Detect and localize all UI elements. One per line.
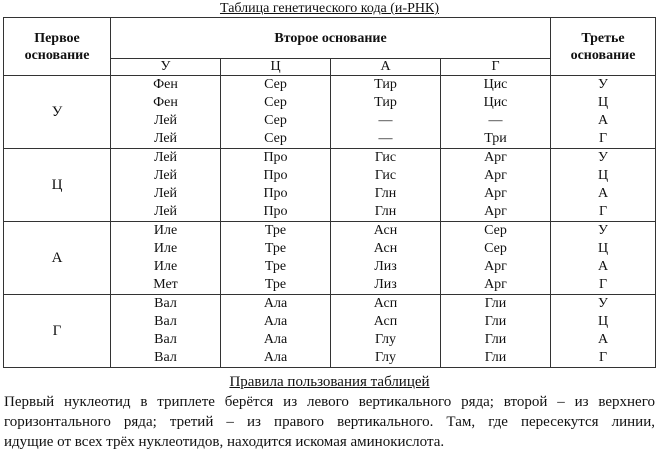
amino-acid: Лей [153,113,178,128]
amino-acid: — [378,131,393,146]
amino-acid: Тре [264,259,287,274]
amino-acid: Про [263,186,288,201]
second-base-c: Ц [221,59,331,76]
amino-acid: Сер [264,95,287,110]
amino-acid: Про [263,168,288,183]
amino-acid: Асн [373,223,398,238]
third-base: Ц [597,95,609,110]
amino-acid: Гли [484,332,507,347]
amino-acid: Лиз [374,259,397,274]
third-base-cell [551,149,656,222]
amino-acid: Вал [154,332,177,347]
amino-acid: Вал [154,296,177,311]
amino-acid-cell [331,76,441,149]
amino-acid: Иле [153,241,178,256]
amino-acid: Гис [374,168,397,183]
amino-acid: Арг [484,168,507,183]
rules-title: Правила пользования таблицей [229,374,430,390]
amino-acid-cell [221,76,331,149]
amino-acid: Тре [264,223,287,238]
amino-acid-cell [111,149,221,222]
amino-acid: Сер [484,223,507,238]
first-base-cell: Г [4,295,111,368]
amino-acid: Глн [374,204,397,219]
amino-acid: Вал [154,314,177,329]
third-base-cell [551,76,656,149]
amino-acid: Арг [484,259,507,274]
amino-acid: Лей [153,131,178,146]
amino-acid: Арг [484,186,507,201]
amino-acid: Про [263,204,288,219]
amino-acid: Арг [484,150,507,165]
third-base: Г [598,350,608,365]
amino-acid: Глн [374,186,397,201]
amino-acid: Сер [264,113,287,128]
amino-acid: Асп [373,296,398,311]
amino-acid: Иле [153,223,178,238]
amino-acid-cell [221,222,331,295]
amino-acid: Гис [374,150,397,165]
second-base-u: У [111,59,221,76]
header-row [4,18,656,59]
amino-acid-cell [331,149,441,222]
amino-acid-cell [111,222,221,295]
amino-acid: Лей [153,150,178,165]
third-base: Г [598,204,608,219]
amino-acid: Фен [153,95,178,110]
amino-acid: — [488,113,503,128]
third-base-cell [551,222,656,295]
table-title: Таблица генетического кода (и-РНК) [219,1,439,16]
amino-acid: Сер [484,241,507,256]
amino-acid: Цис [483,77,508,92]
codon-groups [4,76,656,368]
amino-acid-cell [111,76,221,149]
third-base: Г [598,131,608,146]
amino-acid-cell [441,295,551,368]
amino-acid: Ала [263,296,288,311]
amino-acid: Арг [484,277,507,292]
second-base-g: Г [441,59,551,76]
group-row [4,76,656,149]
amino-acid: Лей [153,204,178,219]
amino-acid: Глу [374,350,397,365]
amino-acid: Ала [263,332,288,347]
amino-acid: Глу [374,332,397,347]
amino-acid: Ала [263,350,288,365]
amino-acid: Тре [264,241,287,256]
rules-line-1: Первый нуклеотид в триплете берётся из левого вертикального ряда; второй – из верхнего [4,394,655,410]
amino-acid: — [378,113,393,128]
amino-acid: Цис [483,95,508,110]
rules-line-3: идущие от всех трёх нуклеотидов, находится искомая аминокислота. [4,434,445,450]
amino-acid: Лей [153,168,178,183]
third-base: У [598,77,608,92]
first-base-cell: Ц [4,149,111,222]
amino-acid: Сер [264,77,287,92]
amino-acid-cell [441,222,551,295]
amino-acid: Ала [263,314,288,329]
rules-text [4,392,655,452]
amino-acid: Лиз [374,277,397,292]
third-base-cell [551,295,656,368]
third-base: А [597,186,609,201]
amino-acid-cell [331,295,441,368]
amino-acid: Три [484,131,507,146]
group-row [4,149,656,222]
amino-acid-cell [221,149,331,222]
first-base-cell: А [4,222,111,295]
amino-acid: Сер [264,131,287,146]
group-row [4,295,656,368]
amino-acid: Про [263,150,288,165]
genetic-code-table [3,17,656,368]
third-base: У [598,296,608,311]
third-base: Г [598,277,608,292]
amino-acid-cell [441,149,551,222]
amino-acid-cell [331,222,441,295]
amino-acid: Гли [484,314,507,329]
second-base-header: Второе основание [111,18,551,59]
first-base-header: Первое основание [4,18,111,76]
group-row [4,222,656,295]
amino-acid: Гли [484,350,507,365]
amino-acid: Тир [374,95,397,110]
third-base: А [597,332,609,347]
amino-acid: Тре [264,277,287,292]
amino-acid-cell [221,295,331,368]
first-base-cell: У [4,76,111,149]
amino-acid: Асп [373,314,398,329]
third-base: Ц [597,241,609,256]
amino-acid: Тир [374,77,397,92]
third-base: У [598,223,608,238]
amino-acid: Иле [153,259,178,274]
second-base-a: А [331,59,441,76]
amino-acid-cell [111,295,221,368]
rules-line-2: горизонтального ряда; третий – из правого вертикального. Там, где пересекутся линии, [4,414,655,430]
amino-acid: Арг [484,204,507,219]
third-base: А [597,113,609,128]
third-base: Ц [597,314,609,329]
third-base: Ц [597,168,609,183]
amino-acid: Вал [154,350,177,365]
amino-acid: Фен [153,77,178,92]
third-base: А [597,259,609,274]
amino-acid: Асн [373,241,398,256]
amino-acid-cell [441,76,551,149]
third-base-header: Третье основание [551,18,656,76]
amino-acid: Лей [153,186,178,201]
amino-acid: Гли [484,296,507,311]
amino-acid: Мет [153,277,178,292]
third-base: У [598,150,608,165]
